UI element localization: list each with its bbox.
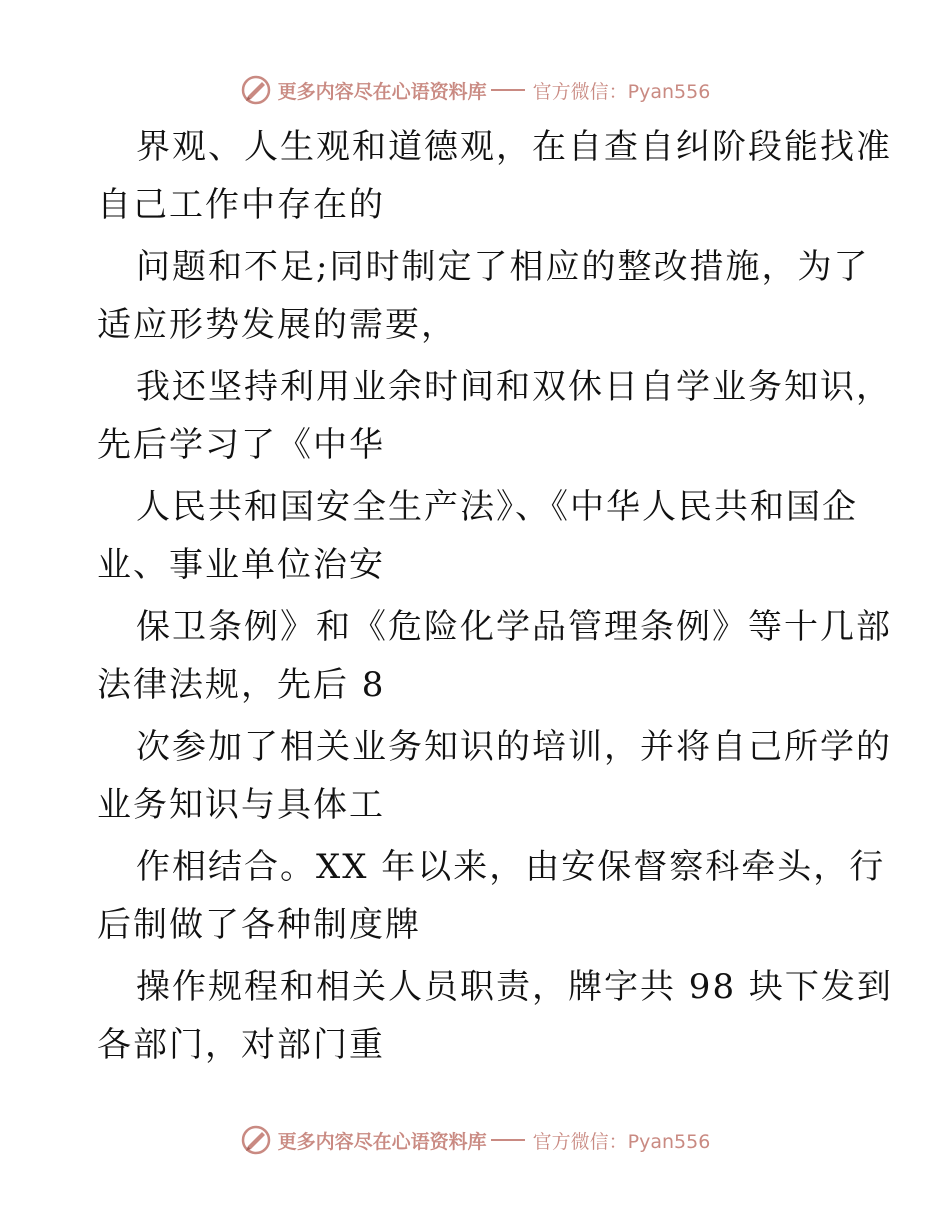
paragraph-line: 作相结合。XX 年以来，由安保督察科牵头，行 (136, 847, 886, 887)
watermark-wechat: 官方微信：Pyan556 (532, 80, 711, 103)
paragraph-line: 先后学习了《中华 (97, 425, 385, 465)
paragraph (97, 358, 892, 474)
paragraph-line: 法律法规，先后 8 (97, 665, 386, 705)
paragraph-line: 业、事业单位治安 (97, 545, 385, 585)
paragraph (97, 838, 886, 954)
watermark-dash (491, 89, 525, 91)
watermark-text: 更多内容尽在心语资料库 (277, 80, 487, 103)
paragraph-line: 问题和不足;同时制定了相应的整改措施，为了 (136, 247, 870, 287)
document-body (97, 118, 893, 1078)
watermark-dash (491, 1139, 525, 1141)
paragraph-line: 界观、人生观和道德观，在自查自纠阶段能找准 (136, 127, 892, 167)
paragraph-line: 人民共和国安全生产法》、《中华人民共和国企 (136, 487, 858, 527)
paragraph-line: 操作规程和相关人员职责，牌字共 98 块下发到 (136, 967, 893, 1007)
footer-watermark (0, 1120, 950, 1160)
paragraph-line: 我还坚持利用业余时间和双休日自学业务知识， (136, 367, 892, 407)
paragraph-line: 适应形势发展的需要， (97, 305, 457, 345)
paragraph-line: 后制做了各种制度牌 (97, 905, 421, 945)
paragraph-line: 各部门，对部门重 (97, 1025, 385, 1065)
paragraph (97, 478, 857, 594)
paragraph (97, 958, 893, 1074)
paragraph-line: 业务知识与具体工 (97, 785, 385, 825)
paragraph (97, 718, 892, 834)
pen-logo-icon (240, 1124, 272, 1156)
paragraph-line: 自己工作中存在的 (97, 185, 385, 225)
pen-logo-icon (240, 74, 272, 106)
paragraph-line: 次参加了相关业务知识的培训，并将自己所学的 (136, 727, 892, 767)
header-watermark (0, 70, 950, 110)
paragraph (97, 238, 870, 354)
watermark-wechat: 官方微信：Pyan556 (532, 1130, 711, 1153)
watermark-text: 更多内容尽在心语资料库 (277, 1130, 487, 1153)
paragraph (97, 118, 892, 234)
paragraph-line: 保卫条例》和《危险化学品管理条例》等十几部 (136, 607, 892, 647)
paragraph (97, 598, 892, 714)
